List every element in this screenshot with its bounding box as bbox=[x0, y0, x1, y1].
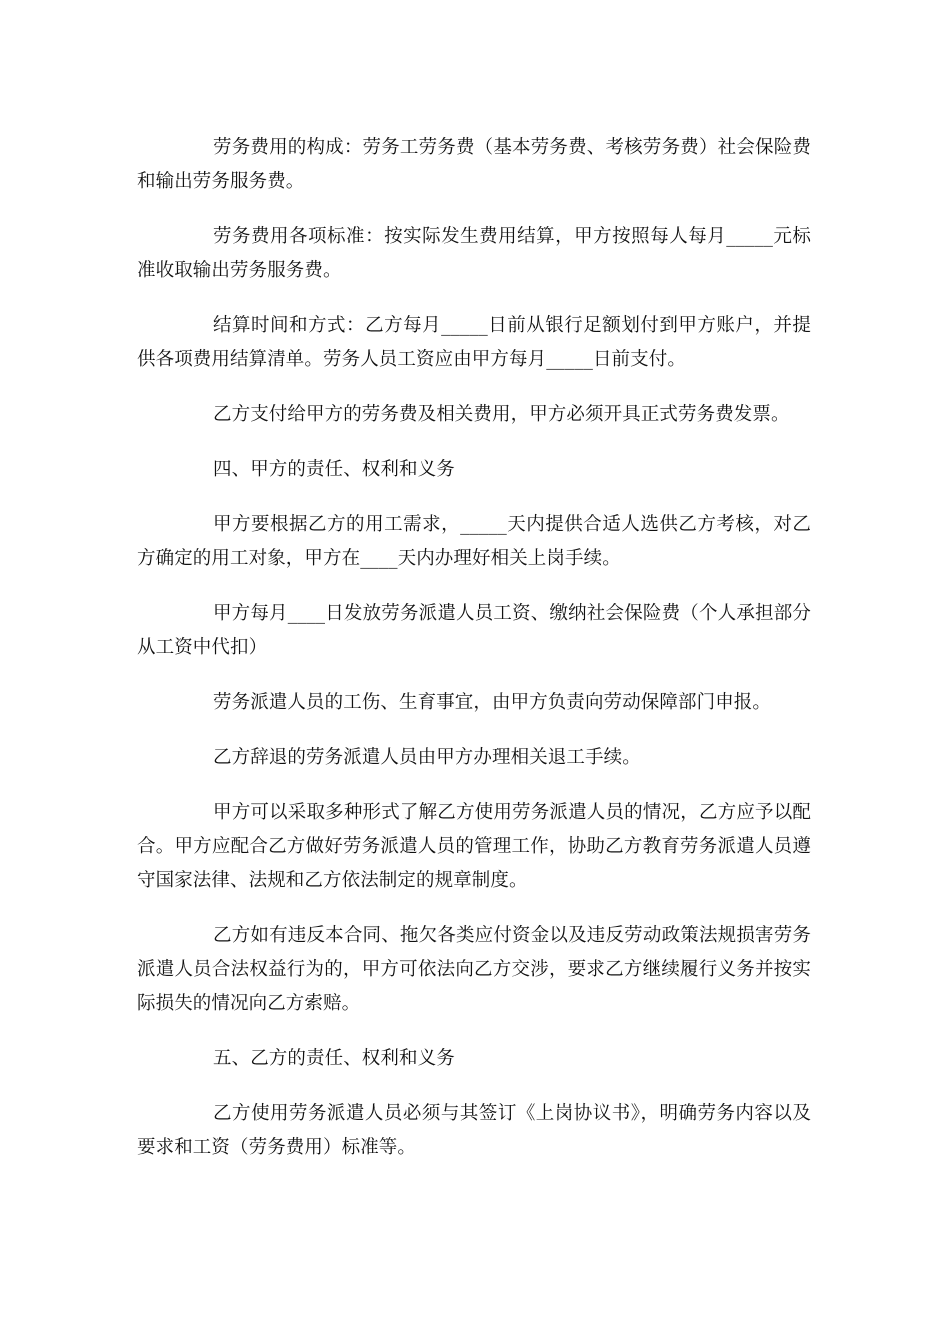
section-heading-party-a: 四、甲方的责任、权利和义务 bbox=[213, 459, 455, 480]
paragraph-candidate-provision: 甲方要根据乙方的用工需求，_____天内提供合适人选供乙方考核，对乙方确定的用工对象，甲方在____天内办理好相关上岗手续。 bbox=[137, 514, 811, 569]
section-heading-party-b: 五、乙方的责任、权利和义务 bbox=[213, 1048, 455, 1069]
paragraph-injury-maternity: 劳务派遣人员的工伤、生育事宜，由甲方负责向劳动保障部门申报。 bbox=[213, 692, 772, 713]
paragraph-settlement: 结算时间和方式：乙方每月_____日前从银行足额划付到甲方账户，并提供各项费用结算清单。劳务人员工资应由甲方每月_____日前支付。 bbox=[137, 315, 811, 370]
paragraph-agreement: 乙方使用劳务派遣人员必须与其签订《上岗协议书》，明确劳务内容以及要求和工资（劳务费用）标准等。 bbox=[137, 1103, 811, 1158]
paragraph-wage-payment: 甲方每月____日发放劳务派遣人员工资、缴纳社会保险费（个人承担部分从工资中代扣） bbox=[137, 603, 811, 658]
paragraph-cooperation: 甲方可以采取多种形式了解乙方使用劳务派遣人员的情况，乙方应予以配合。甲方应配合乙方做好劳务派遣人员的管理工作，协助乙方教育劳务派遣人员遵守国家法律、法规和乙方依法制定的规章制度。 bbox=[137, 802, 811, 891]
paragraph-invoice: 乙方支付给甲方的劳务费及相关费用，甲方必须开具正式劳务费发票。 bbox=[213, 404, 790, 425]
paragraph-dismissal: 乙方辞退的劳务派遣人员由甲方办理相关退工手续。 bbox=[213, 747, 641, 768]
paragraph-fee-composition: 劳务费用的构成：劳务工劳务费（基本劳务费、考核劳务费）社会保险费和输出劳务服务费。 bbox=[137, 137, 811, 192]
paragraph-fee-standards: 劳务费用各项标准：按实际发生费用结算，甲方按照每人每月_____元标准收取输出劳务服务费。 bbox=[137, 226, 811, 281]
document-body bbox=[137, 131, 811, 1186]
paragraph-breach: 乙方如有违反本合同、拖欠各类应付资金以及违反劳动政策法规损害劳务派遣人员合法权益行为的，甲方可依法向乙方交涉，要求乙方继续履行义务并按实际损失的情况向乙方索赔。 bbox=[137, 925, 811, 1014]
